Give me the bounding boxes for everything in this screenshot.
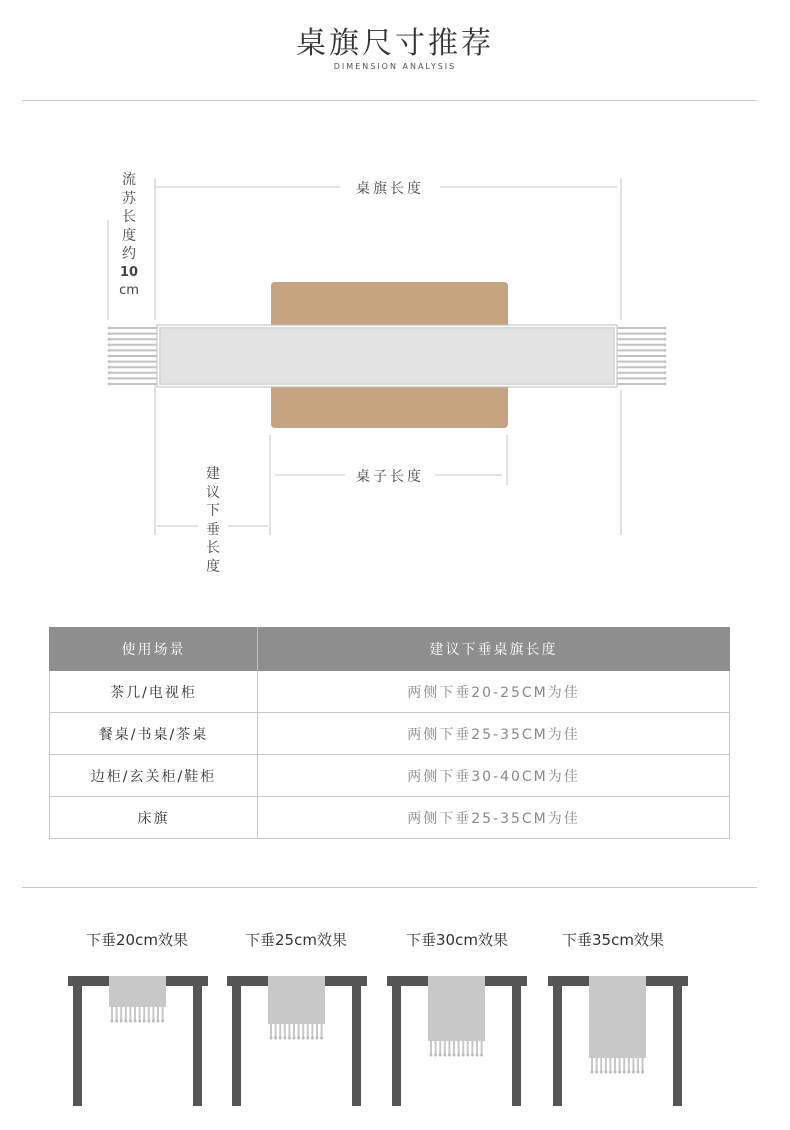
tassel-length-label: 流 苏 长 度 约 10 cm	[119, 172, 139, 298]
page-title: 桌旗尺寸推荐	[296, 26, 494, 61]
effect-illustrations	[0, 960, 790, 1120]
runner-length-label: 桌旗长度	[350, 178, 430, 198]
tassels-left	[108, 327, 157, 386]
table-header-row	[50, 628, 730, 671]
effect-label-30: 下垂30cm效果	[406, 931, 508, 949]
drop-length-label: 建 议 下 垂 长 度	[206, 466, 220, 575]
scene-cell: 茶几/电视柜	[50, 671, 258, 713]
effect-table-20	[68, 976, 208, 1106]
drop-cell: 两侧下垂25-35CM为佳	[258, 797, 730, 839]
table-row	[50, 713, 730, 755]
effect-table-25	[227, 976, 367, 1106]
drop-cell: 两侧下垂20-25CM为佳	[258, 671, 730, 713]
header-divider	[22, 100, 757, 101]
table-length-label: 桌子长度	[350, 466, 430, 486]
scene-cell: 床旗	[50, 797, 258, 839]
runner-drop	[109, 976, 166, 1007]
table-header-drop: 建议下垂桌旗长度	[258, 628, 730, 671]
table-header-scene: 使用场景	[50, 628, 258, 671]
effect-table-30	[387, 976, 527, 1106]
table-runner	[158, 326, 616, 386]
table-row	[50, 797, 730, 839]
table-row	[50, 671, 730, 713]
section-divider	[22, 887, 757, 888]
runner-drop	[428, 976, 485, 1041]
recommendation-table	[49, 627, 730, 839]
table-row	[50, 755, 730, 797]
effect-label-25: 下垂25cm效果	[245, 931, 347, 949]
tassels-right	[617, 327, 666, 386]
dimension-diagram	[0, 160, 790, 590]
scene-cell: 餐桌/书桌/茶桌	[50, 713, 258, 755]
drop-cell: 两侧下垂25-35CM为佳	[258, 713, 730, 755]
scene-cell: 边柜/玄关柜/鞋柜	[50, 755, 258, 797]
page-subtitle: DIMENSION ANALYSIS	[333, 62, 457, 71]
runner-drop	[589, 976, 646, 1058]
effect-label-35: 下垂35cm效果	[562, 931, 664, 949]
effect-table-35	[548, 976, 688, 1106]
effect-label-20: 下垂20cm效果	[86, 931, 188, 949]
runner-drop	[268, 976, 325, 1024]
drop-cell: 两侧下垂30-40CM为佳	[258, 755, 730, 797]
